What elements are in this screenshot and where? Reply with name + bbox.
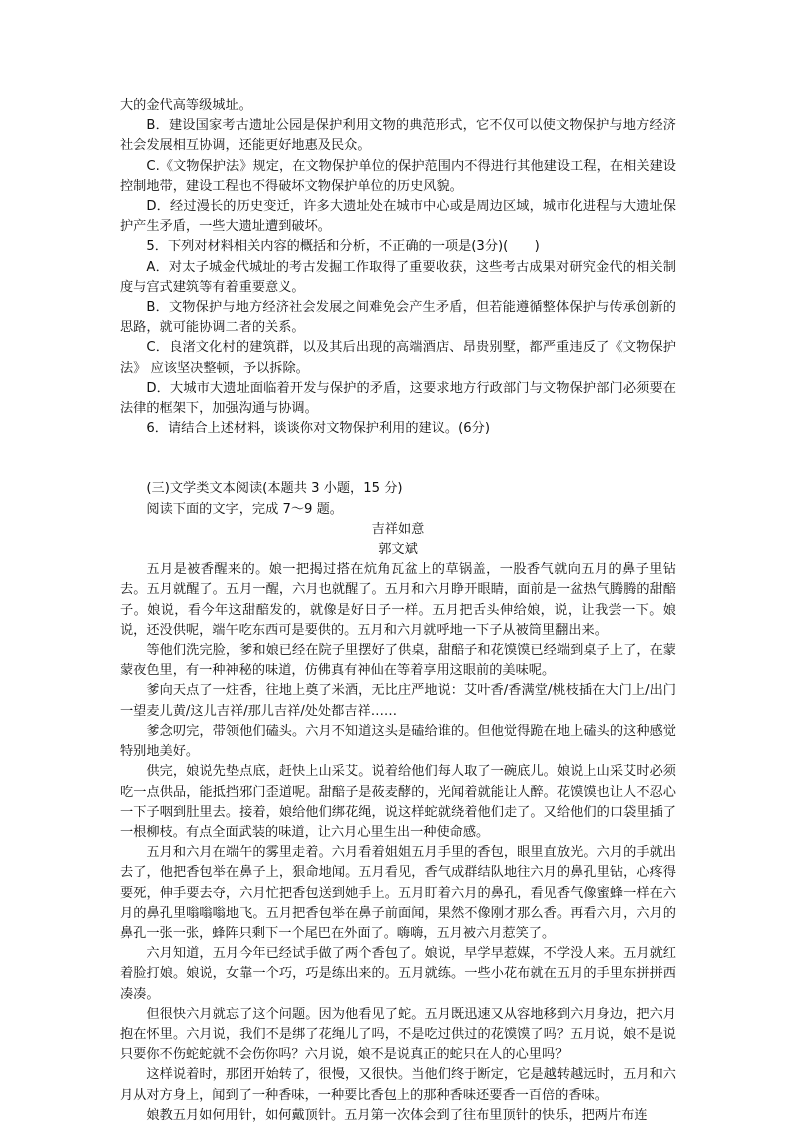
q5-option-c: C．良渚文化村的建筑群，以及其后出现的高端酒店、昂贵别墅，都严重违反了《文物保护法》 应该坚决整顿，予以拆除。 [120,340,676,376]
q4-option-b: B．建设国家考古遗址公园是保护利用文物的典范形式，它不仅可以使文物保护与地方经济社会发展相互协调，还能更好地惠及民众。 [120,118,676,154]
q6-stem: 6．请结合上述材料，谈谈你对文物保护利用的建议。(6分) [146,421,490,437]
q5-option-b: B．文物保护与地方经济社会发展之间难免会产生矛盾，但若能遵循整体保护与传承创新的思路，就可能协调二者的关系。 [120,300,676,336]
story-paragraph: 六月知道，五月今年已经试手做了两个香包了。娘说，早学早惹媒，不学没人来。五月就红着脸打娘。娘说，女靠一个巧，巧是练出来的。五月就练。一些小花布就在五月的手里东拼拼西凑凑。 [120,946,676,1002]
story-paragraph: 爹念叨完，带领他们磕头。六月不知道这头是磕给谁的。但他觉得跪在地上磕头的这种感觉特别地美好。 [120,723,676,760]
story-paragraph: 五月和六月在端午的雾里走着。六月看着姐姐五月手里的香包，眼里直放光。六月的手就出去了，他把香包举在鼻子上，狠命地闻。五月看见，香气成群结队地往六月的鼻孔里钻，心疼得要死，伸手要去夺，六月忙把香包送到她手上。五月盯着六月的鼻孔，看见香气像蜜蜂一样在六月的鼻孔里嗡嗡嗡地飞。五月把香包举在鼻子前面闻，果然不像刚才那么香。再看六月，六月的鼻孔一张一张，蜂阵只剩下一个尾巴在外面了。嗨嗨，五月被六月惹笑了。 [120,845,676,941]
section-instruction: 阅读下面的文字，完成 7～9 题。 [146,501,343,517]
story-paragraph: 等他们洗完脸，爹和娘已经在院子里摆好了供桌，甜醅子和花馍馍已经端到桌子上了，在蒙蒙夜色里，有一种神秘的味道，仿佛真有神仙在等着享用这眼前的美味呢。 [120,643,676,679]
story-paragraph: 爹向天点了一炷香，往地上奠了米酒，无比庄严地说：艾叶香/香满堂/桃枝插在大门上/出门一望麦儿黄/这儿吉祥/那儿吉祥/处处都吉祥…… [120,683,676,719]
q4-option-a-tail: 大的金代高等级城址。 [120,98,252,113]
section-gap [120,439,676,479]
q5-stem: 5．下列对材料相关内容的概括和分析，不正确的一项是(3分)( ) [146,239,540,255]
story-paragraph: 五月是被香醒来的。娘一把揭过搭在炕角瓦盆上的草锅盖，一股香气就向五月的鼻子里钻去。五月就醒了。五月一醒，六月也就醒了。五月和六月睁开眼睛，面前是一盆热气腾腾的甜醅子。娘说，看今年这甜醅发的，就像是好日子一样。五月把舌头伸给娘，说，让我尝一下。娘说，还没供呢，端午吃东西可是要供的。五月和六月就呼地一下子从被筒里翻出来。 [120,562,676,638]
story-paragraph: 这样说着时，那团开始转了，很慢，又很快。当他们终于断定，它是越转越远时，五月和六月从对方身上，闻到了一种香味，一种要比香包上的那种香味还要香一百倍的香味。 [120,1067,676,1103]
story-paragraph: 供完，娘说先垫点底，赶快上山采艾。说着给他们每人取了一碗底儿。娘说上山采艾时必须吃一点供品，能抵挡邪门歪道呢。甜醅子是莜麦酵的，光闻着就能让人醉。花馍馍也让人不忍心一下子咽到肚里去。接着，娘给他们绑花绳，说这样蛇就绕着他们走了。又给他们的口袋里插了一根柳枝。有点全面武装的味道，让六月心里生出一种使命感。 [120,764,676,840]
story-paragraph: 但很快六月就忘了这个问题。因为他看见了蛇。五月既迅速又从容地移到六月身边，把六月抱在怀里。六月说，我们不是绑了花绳儿了吗，不是吃过供过的花馍馍了吗？五月说，娘不是说只要你不伤蛇蛇就不会伤你吗？六月说，娘不是说真正的蛇只在人的心里吗？ [120,1006,676,1063]
story-paragraph: 娘教五月如何用针，如何戴顶针。五月第一次体会到了往布里顶针的快乐，把两片布连 [146,1107,648,1123]
q5-option-a: A．对太子城金代城址的考古发掘工作取得了重要收获，这些考古成果对研究金代的相关制度与宫式建筑等有着重要意义。 [120,259,676,295]
section-heading: (三)文学类文本阅读(本题共 3 小题，15 分) [146,481,403,497]
q5-option-d: D．大城市大遗址面临着开发与保护的矛盾，这要求地方行政部门与文物保护部门必须要在法律的框架下，加强沟通与协调。 [120,380,676,417]
page-content [120,96,676,1126]
q4-option-c: C.《文物保护法》规定，在文物保护单位的保护范围内不得进行其他建设工程，在相关建设控制地带，建设工程也不得破坏文物保护单位的历史风貌。 [120,158,676,194]
story-title: 吉祥如意 [371,521,425,537]
story-author: 郭文斌 [378,542,418,558]
q4-option-d: D．经过漫长的历史变迁，许多大遗址处在城市中心或是周边区域，城市化进程与大遗址保护产生矛盾，一些大遗址遭到破坏。 [120,199,676,235]
